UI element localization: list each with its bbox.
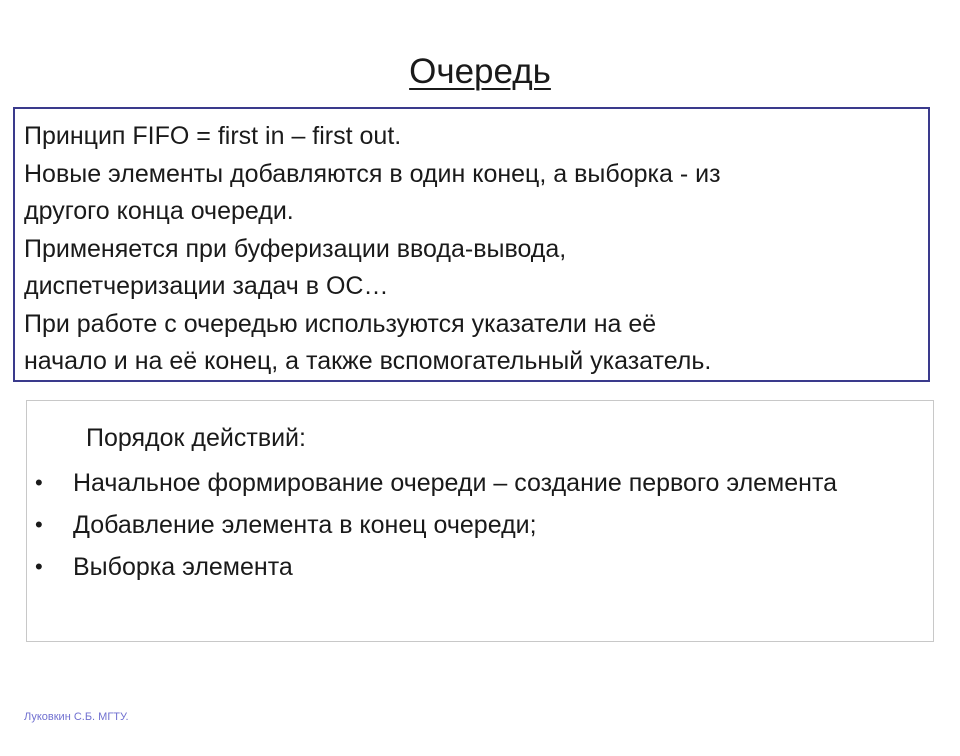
steps-heading: Порядок действий: [86, 424, 306, 452]
definition-line: При работе с очередью используются указатели на её [24, 309, 657, 338]
author-footer: Луковкин С.Б. МГТУ. [24, 711, 129, 723]
definition-line: диспетчеризации задач в ОС… [24, 272, 389, 300]
list-item [27, 508, 933, 542]
bullet-icon: • [35, 470, 43, 495]
list-item [27, 466, 933, 500]
steps-list [27, 466, 933, 592]
definition-line: другого конца очереди. [24, 197, 294, 225]
slide-title: Очередь [409, 52, 551, 91]
list-item-text: Добавление элемента в конец очереди; [73, 511, 537, 539]
definition-box [13, 107, 930, 382]
bullet-icon: • [35, 512, 43, 537]
list-item [27, 550, 933, 584]
bullet-icon: • [35, 554, 43, 579]
steps-box [26, 400, 934, 642]
list-item-text: Начальное формирование очереди – создание первого элемента [73, 469, 838, 497]
list-item-text: Выборка элемента [73, 553, 293, 581]
definition-line: Применяется при буферизации ввода-вывода, [24, 234, 567, 263]
definition-line: Принцип FIFO = first in – first out. [24, 122, 402, 150]
definition-line: Новые элементы добавляются в один конец, а выборка - из [24, 159, 721, 188]
definition-line: начало и на её конец, а также вспомогательный указатель. [24, 347, 712, 375]
